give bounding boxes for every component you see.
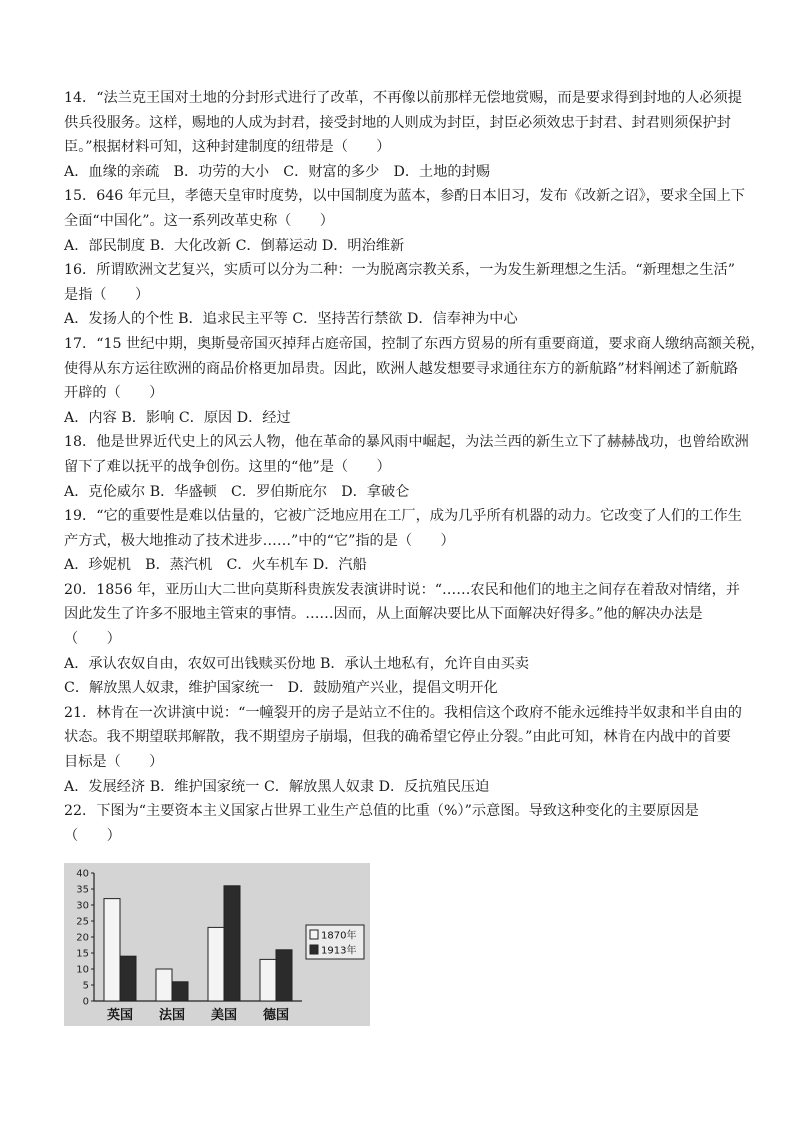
question-line: 全面“中国化”。这一系列改革史称（ ）: [64, 212, 334, 229]
answer-options: A．珍妮机 B．蒸汽机 C．火车机车 D．汽船: [64, 557, 367, 574]
bar-1913年-美国: [224, 886, 240, 1001]
question-line: 17．“15 世纪中期，奥斯曼帝国灭掉拜占庭帝国，控制了东西方贸易的所有重要商道，要求商人缴纳高额关税，: [64, 335, 765, 352]
question-line: 19．“它的重要性是难以估量的，它被广泛地应用在工厂，成为几乎所有机器的动力。它改变了人们的工作生: [64, 508, 742, 525]
bar-1870年-德国: [260, 959, 276, 1001]
question-line: 使得从东方运往欧洲的商品价格更加昂贵。因此，欧洲人越发想要寻求通往东方的新航路”材料阐述了新航路: [64, 360, 739, 377]
legend-swatch: [310, 945, 318, 954]
question-20: [64, 578, 740, 701]
answer-options: C．解放黑人奴隶，维护国家统一 D．鼓励殖产兴业，提倡文明开化: [64, 680, 498, 697]
question-15: [64, 184, 745, 258]
question-16: [64, 258, 736, 332]
question-22: [64, 799, 732, 848]
y-tick-label: 40: [76, 868, 89, 880]
bar-1913年-法国: [172, 982, 188, 1001]
x-tick-label: 法国: [158, 1008, 186, 1023]
question-line: 14．“法兰克王国对土地的分封形式进行了改革，不再像以前那样无偿地赏赐，而是要求得到封地的人必须提: [64, 90, 742, 106]
y-tick-label: 15: [76, 948, 89, 960]
bar-1870年-美国: [208, 927, 224, 1001]
question-line: 20．1856 年，亚历山大二世向莫斯科贵族发表演讲时说：“……农民和他们的地主之间存在着敌对情绪，并: [64, 581, 740, 598]
question-line: 状态。我不期望联邦解散，我不期望房子崩塌，但我的确希望它停止分裂。”由此可知，林肯在内战中的首要: [64, 729, 731, 746]
question-line: 供兵役服务。这样，赐地的人成为封君，接受封地的人则成为封臣，封臣必须效忠于封君、封君则须保护封: [64, 114, 731, 131]
y-tick-label: 0: [82, 996, 89, 1008]
legend-label: 1913年: [321, 945, 357, 957]
bar-1870年-英国: [104, 899, 120, 1001]
y-tick-label: 30: [76, 900, 89, 912]
question-18: [64, 430, 749, 504]
answer-options: A．内容 B．影响 C．原因 D．经过: [64, 409, 291, 426]
question-line: 21．林肯在一次讲演中说：“一幢裂开的房子是站立不住的。我相信这个政府不能永远维持半奴隶和半自由的: [64, 704, 742, 721]
question-line: 留下了难以抚平的战争创伤。这里的“他”是（ ）: [64, 458, 391, 475]
x-tick-label: 美国: [210, 1008, 238, 1023]
question-line: 目标是（ ）: [64, 754, 164, 771]
question-line: 开辟的（ ）: [64, 385, 164, 402]
y-tick-label: 5: [82, 980, 89, 992]
question-line: 16．所谓欧洲文艺复兴，实质可以分为二种：一为脱离宗教关系，一为发生新理想之生活。“新理想之生活”: [64, 262, 736, 279]
question-line: 22．下图为“主要资本主义国家占世界工业生产总值的比重（%）”示意图。导致这种变化的主要原因是: [64, 803, 699, 820]
question-line: 产方式，极大地推动了技术进步……”中的“它”指的是（ ）: [64, 532, 455, 549]
question-line: （ ）: [64, 631, 121, 648]
question-line: 臣。”根据材料可知，这种封建制度的纽带是（ ）: [64, 139, 391, 156]
question-line: 18．他是世界近代史上的风云人物，他在革命的暴风雨中崛起，为法兰西的新生立下了赫赫战功，也曾给欧洲: [64, 434, 749, 451]
bar-1913年-英国: [120, 956, 136, 1001]
question-19: [64, 504, 742, 578]
x-tick-label: 英国: [106, 1008, 134, 1023]
answer-options: A．部民制度 B．大化改新 C．倒幕运动 D．明治维新: [64, 237, 405, 254]
y-tick-label: 20: [76, 932, 89, 944]
legend-swatch: [310, 930, 318, 939]
question-21: [64, 701, 742, 799]
answer-options: A．克伦威尔 B．华盛顿 C．罗伯斯庇尔 D．拿破仑: [64, 483, 410, 500]
question-14: [64, 86, 742, 184]
y-tick-label: 25: [76, 916, 89, 928]
question-line: 是指（ ）: [64, 286, 150, 303]
y-tick-label: 35: [76, 884, 89, 896]
question-line: 因此发生了许多不服地主管束的事情。……因而，从上面解决要比从下面解决好得多。”他的解决办法是: [64, 606, 703, 623]
question-line: （ ）: [64, 827, 121, 844]
bar-1870年-法国: [156, 969, 172, 1001]
x-tick-label: 德国: [262, 1008, 290, 1023]
legend-label: 1870年: [321, 930, 357, 942]
question-17: [64, 332, 765, 430]
answer-options: A．发扬人的个性 B．追求民主平等 C．坚持苦行禁欲 D．信奉神为中心: [64, 311, 518, 328]
answer-options: A．发展经济 B．维护国家统一 C．解放黑人奴隶 D．反抗殖民压迫: [64, 778, 490, 795]
answer-options: A．血缘的亲疏 B．功劳的大小 C．财富的多少 D．土地的封赐: [64, 163, 490, 180]
industrial-share-chart: [64, 863, 370, 1026]
bar-chart-svg: [64, 863, 370, 1026]
y-tick-label: 10: [76, 964, 89, 976]
bar-1913年-德国: [276, 950, 292, 1001]
question-list: [64, 86, 765, 848]
question-line: 15．646 年元旦，孝德天皇审时度势，以中国制度为蓝本，参酌日本旧习，发布《改新之诏》，要求全国上下: [64, 188, 745, 205]
answer-options: A．承认农奴自由，农奴可出钱赎买份地 B．承认土地私有，允许自由买卖: [64, 655, 529, 672]
